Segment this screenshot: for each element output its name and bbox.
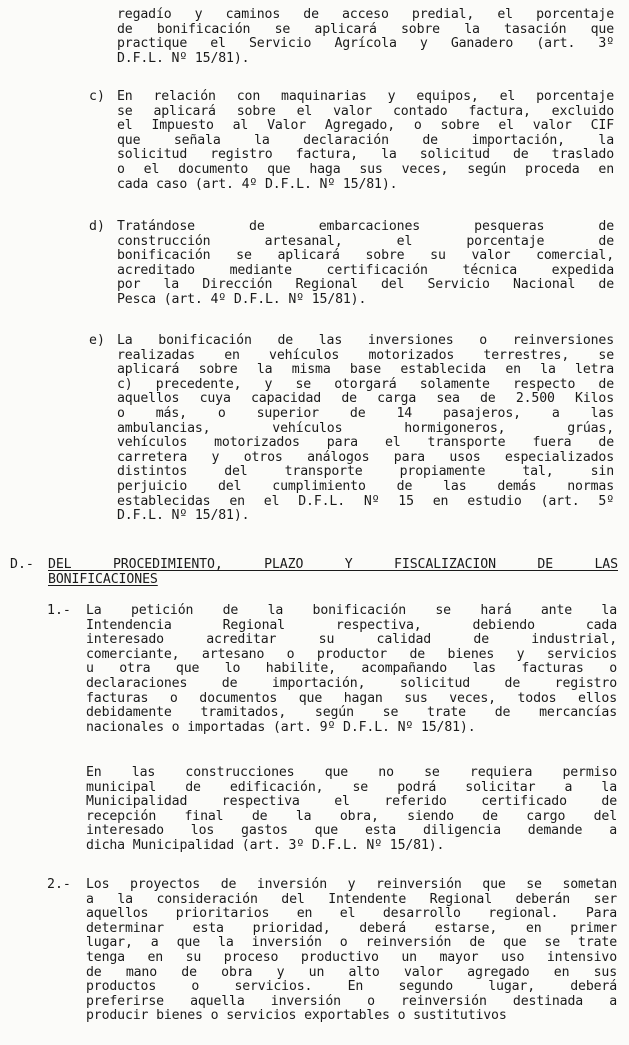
text-line: a la consideración del Intendente Regional deberán ser [86, 891, 617, 907]
text-line: aquellos cuya capacidad de carga sea de 2.500 Kilos [117, 391, 614, 407]
text-line: ambulancias, vehículos hormigoneros, grúas, [117, 420, 614, 436]
text-line: comerciante, artesano o productor de bienes y servicios [86, 646, 617, 662]
text-line: BONIFICACIONES [48, 571, 158, 587]
text-line: perjuicio del cumplimiento de las demás normas [117, 478, 614, 494]
text-line: aquellos prioritarios en el desarrollo regional. Para [86, 906, 617, 922]
text-line: distintos del transporte propiamente tal, sin [117, 464, 614, 480]
text-line: preferirse aquella inversión o reinversión destinada a [86, 993, 617, 1009]
item-e-paragraph [117, 334, 614, 524]
text-line: productos o servicios. En segundo lugar, deberá [86, 979, 617, 995]
text-line: que señala la declaración de importación, la [117, 132, 614, 148]
text-line: D.F.L. Nº 15/81). [117, 50, 250, 66]
text-line: regadío y caminos de acceso predial, el porcentaje [117, 7, 614, 22]
text-line: La bonificación de las inversiones o reinversiones [117, 333, 614, 348]
text-line: realizadas en vehículos motorizados terrestres, se [117, 347, 614, 363]
text-line: declaraciones de importación, solicitud de registro [86, 675, 617, 691]
text-line: vehículos motorizados para el transporte fuera de [117, 435, 614, 451]
text-line: por la Dirección Regional del Servicio Nacional de [117, 277, 614, 293]
text-line: Tratándose de embarcaciones pesqueras de [117, 219, 614, 234]
text-line: interesado acreditar su calidad de industrial, [86, 632, 617, 648]
text-line: recepción final de la obra, siendo de cargo del [86, 808, 617, 824]
item-2-label: 2.- [47, 877, 71, 892]
text-line: municipal de edificación, se podrá solicitar a la [86, 779, 617, 795]
text-line: acreditado mediante certificación técnica expedida [117, 262, 614, 278]
text-line: DEL PROCEDIMIENTO, PLAZO Y FISCALIZACION DE LAS [48, 557, 618, 572]
section-d-heading [48, 558, 618, 587]
text-line: interesado los gastos que esta diligencia demande a [86, 823, 617, 839]
section-d-label: D.- [10, 557, 34, 572]
item-1-label: 1.- [47, 603, 71, 618]
text-line: solicitud registro factura, la solicitud de traslado [117, 147, 614, 163]
item-2-paragraph [86, 878, 617, 1024]
text-line: nacionales o importadas (art. 9º D.F.L. Nº 15/81). [86, 719, 476, 735]
text-line: D.F.L. Nº 15/81). [117, 508, 250, 524]
item-1-second-paragraph [86, 766, 617, 854]
text-line: Municipalidad respectiva el referido certificado de [86, 794, 617, 810]
text-line: o el documento que haga sus veces, según proceda en [117, 161, 614, 177]
item-c-paragraph [117, 90, 614, 192]
text-line: debidamente tramitados, según se trate de mercancías [86, 705, 617, 721]
text-line: el Impuesto al Valor Agregado, o sobre el valor CIF [117, 118, 614, 134]
text-line: se aplicará sobre el valor contado factura, excluido [117, 103, 614, 119]
text-line: carretera y otros análogos para usos especializados [117, 449, 614, 465]
text-line: u otra que lo habilite, acompañando las facturas o [86, 661, 617, 677]
text-line: cada caso (art. 4º D.F.L. Nº 15/81). [117, 176, 398, 192]
item-d-paragraph [117, 220, 614, 308]
text-line: construcción artesanal, el porcentaje de [117, 233, 614, 249]
text-line: de bonificación se aplicará sobre la tasación que [117, 21, 614, 37]
item-e-label: e) [89, 333, 105, 348]
text-line: establecidas en el D.F.L. Nº 15 en estudio (art. 5º [117, 493, 614, 509]
text-line: c) precedente, y se otorgará solamente respecto de [117, 376, 614, 392]
text-line: practique el Servicio Agrícola y Ganadero (art. 3º [117, 36, 614, 52]
item-d-label: d) [89, 219, 105, 234]
text-line: tenga en su proceso productivo un mayor uso intensivo [86, 949, 617, 965]
intro-paragraph [117, 8, 614, 66]
text-line: bonificación se aplicará sobre su valor comercial, [117, 248, 614, 264]
text-line: dicha Municipalidad (art. 3º D.F.L. Nº 15/81). [86, 837, 445, 853]
text-line: Los proyectos de inversión y reinversión que se sometan [86, 877, 617, 892]
text-line: Pesca (art. 4º D.F.L. Nº 15/81). [117, 291, 367, 307]
text-line: lugar, a que la inversión o reinversión de que se trate [86, 935, 617, 951]
text-line: de mano de obra y un alto valor agregado en sus [86, 964, 617, 980]
text-line: o más, o superior de 14 pasajeros, a las [117, 405, 614, 421]
item-1-paragraph [86, 604, 617, 735]
text-line: La petición de la bonificación se hará ante la [86, 603, 617, 618]
text-line: aplicará sobre la misma base establecida en la letra [117, 362, 614, 378]
text-line: Intendencia Regional respectiva, debiendo cada [86, 617, 617, 633]
text-line: facturas o documentos que hagan sus veces, todos ellos [86, 690, 617, 706]
text-line: producir bienes o servicios exportables o sustitutivos [86, 1008, 507, 1024]
text-line: determinar esta prioridad, deberá estarse, en primer [86, 920, 617, 936]
text-line: En relación con maquinarias y equipos, el porcentaje [117, 89, 614, 104]
text-line: En las construcciones que no se requiera permiso [86, 765, 617, 780]
item-c-label: c) [89, 89, 105, 104]
